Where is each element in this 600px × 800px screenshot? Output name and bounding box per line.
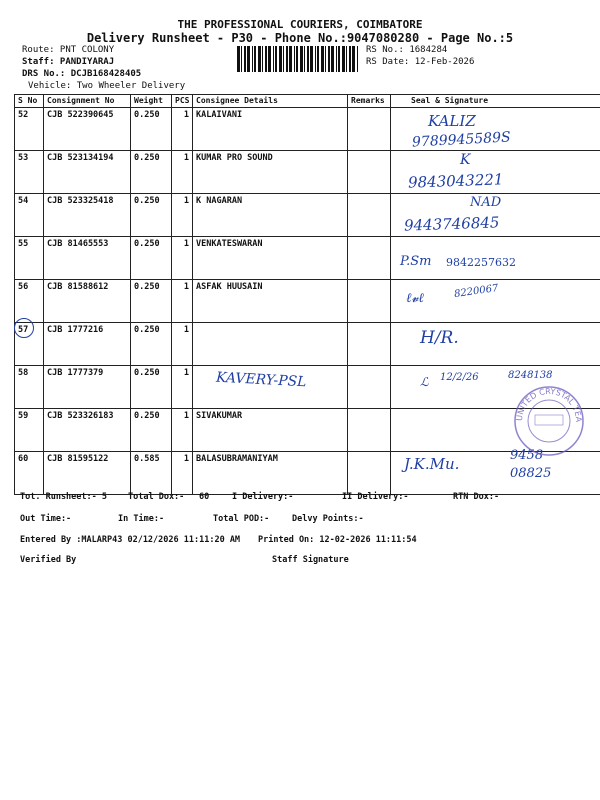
cell-remarks <box>348 366 391 409</box>
phone-row-60-b: 08825 <box>510 466 552 481</box>
barcode-bar <box>338 46 340 72</box>
barcode-bar <box>237 46 240 72</box>
cell-remarks <box>348 108 391 151</box>
signature-row-58: ℒ <box>420 375 429 389</box>
barcode-bar <box>349 46 351 72</box>
row-57-circle-mark <box>14 318 34 338</box>
cell-consignment: CJB 523134194 <box>44 151 131 194</box>
col-pcs: PCS <box>172 95 193 108</box>
cell-sno: 55 <box>15 237 44 280</box>
barcode-bar <box>273 46 274 72</box>
svg-text:UNITED CRYSTAL TEA: UNITED CRYSTAL TEA <box>514 386 584 423</box>
staff-signature: Staff Signature <box>272 555 349 565</box>
signature-row-57: H/R. <box>420 328 459 348</box>
cell-pcs: 1 <box>172 323 193 366</box>
rtn-dox-label: RTN Dox:- <box>453 492 500 502</box>
cell-sno: 60 <box>15 452 44 495</box>
cell-sno: 59 <box>15 409 44 452</box>
staff-label: Staff: PANDIYARAJ <box>22 57 115 67</box>
barcode-bar <box>279 46 282 72</box>
cell-consignment: CJB 523325418 <box>44 194 131 237</box>
phone-row-52: 9789945589S <box>411 129 512 151</box>
phone-row-58: 8248138 <box>508 370 553 381</box>
cell-consignment: CJB 522390645 <box>44 108 131 151</box>
barcode-bar <box>268 46 271 72</box>
barcode-bar <box>304 46 305 72</box>
signature-row-55: P.Sm <box>400 254 432 269</box>
cell-weight: 0.250 <box>131 108 172 151</box>
barcode-bar <box>296 46 298 72</box>
barcode-bar <box>247 46 250 72</box>
signature-row-52: KALIZ <box>428 112 476 130</box>
entered-by: Entered By :MALARP43 02/12/2026 11:11:20 AM <box>20 535 241 545</box>
barcode-bar <box>262 46 263 72</box>
cell-remarks <box>348 280 391 323</box>
cell-weight: 0.250 <box>131 237 172 280</box>
barcode-bar <box>331 46 334 72</box>
cell-pcs: 1 <box>172 151 193 194</box>
signature-row-56: ℓ𝓿ℓ <box>406 291 424 306</box>
phone-row-53: 9843043221 <box>407 170 504 192</box>
table-row <box>15 108 600 151</box>
cell-pcs: 1 <box>172 108 193 151</box>
barcode-bar <box>286 46 288 72</box>
col-seal-signature: Seal & Signature <box>391 95 600 108</box>
cell-consignee: BALASUBRAMANIYAM <box>193 452 348 495</box>
barcode-bar <box>283 46 284 72</box>
cell-consignment: CJB 1777216 <box>44 323 131 366</box>
phone-row-56: 8220067 <box>453 282 500 301</box>
cell-remarks <box>348 323 391 366</box>
barcode-bar <box>307 46 309 72</box>
cell-consignment: CJB 523326183 <box>44 409 131 452</box>
barcode-bar <box>328 46 330 72</box>
cell-consignment: CJB 81465553 <box>44 237 131 280</box>
cell-consignee: KUMAR PRO SOUND <box>193 151 348 194</box>
cell-consignment: CJB 81595122 <box>44 452 131 495</box>
table-row <box>15 194 600 237</box>
cell-sno: 54 <box>15 194 44 237</box>
cell-sno: 58 <box>15 366 44 409</box>
ii-delivery-label: II Delivery:- <box>342 492 409 502</box>
cell-pcs: 1 <box>172 452 193 495</box>
barcode-bar <box>254 46 256 72</box>
cell-weight: 0.250 <box>131 194 172 237</box>
total-runsheet: Tot. Runsheet:- 5 <box>20 492 107 502</box>
barcode-bar <box>241 46 242 72</box>
rs-date: RS Date: 12-Feb-2026 <box>366 57 475 67</box>
vehicle-label: Vehicle: Two Wheeler Delivery <box>28 81 186 91</box>
barcode-bar <box>317 46 319 72</box>
total-dox-label: Total Dox:- <box>128 492 185 502</box>
cell-consignee: ASFAK HUUSAIN <box>193 280 348 323</box>
barcode-bar <box>352 46 355 72</box>
cell-weight: 0.585 <box>131 452 172 495</box>
route-label: Route: PNT COLONY <box>22 45 115 55</box>
signature-row-60: J.K.Mu. <box>404 455 460 473</box>
cell-consignee: KALAIVANI <box>193 108 348 151</box>
cell-remarks <box>348 151 391 194</box>
cell-weight: 0.250 <box>131 366 172 409</box>
barcode-bar <box>336 46 337 72</box>
barcode-bar <box>275 46 277 72</box>
signature-row-53: K <box>460 152 471 168</box>
cell-weight: 0.250 <box>131 280 172 323</box>
cell-weight: 0.250 <box>131 323 172 366</box>
cell-pcs: 1 <box>172 409 193 452</box>
printed-on: Printed On: 12-02-2026 11:11:54 <box>258 535 417 545</box>
cell-sno: 53 <box>15 151 44 194</box>
barcode-bar <box>321 46 324 72</box>
cell-remarks <box>348 194 391 237</box>
cell-pcs: 1 <box>172 237 193 280</box>
barcode-bar <box>244 46 246 72</box>
rs-number: RS No.: 1684284 <box>366 45 448 55</box>
cell-sno: 52 <box>15 108 44 151</box>
cell-consignment: CJB 81588612 <box>44 280 131 323</box>
out-time-label: Out Time:- <box>20 514 72 524</box>
table-row <box>15 280 600 323</box>
barcode-bar <box>289 46 292 72</box>
barcode-bar <box>342 46 345 72</box>
cell-consignee: SIVAKUMAR <box>193 409 348 452</box>
cell-pcs: 1 <box>172 280 193 323</box>
phone-row-60-a: 9458 <box>510 448 544 463</box>
cell-consignee: K NAGARAN <box>193 194 348 237</box>
cell-consignment: CJB 1777379 <box>44 366 131 409</box>
cell-weight: 0.250 <box>131 409 172 452</box>
barcode-bar <box>265 46 267 72</box>
table-row <box>15 323 600 366</box>
col-weight: Weight <box>131 95 172 108</box>
company-seal-stamp <box>513 385 585 457</box>
col-consignment: Consignment No <box>44 95 131 108</box>
cell-consignee <box>193 323 348 366</box>
drs-number: DRS No.: DCJB168428405 <box>22 69 142 79</box>
cell-sno: 56 <box>15 280 44 323</box>
barcode-bar <box>258 46 261 72</box>
signature-row-54: NAD <box>470 195 502 210</box>
col-remarks: Remarks <box>348 95 391 108</box>
table-header-row <box>15 95 600 108</box>
phone-row-55: 9842257632 <box>446 256 516 269</box>
barcode-bar <box>300 46 303 72</box>
barcode-bar <box>310 46 313 72</box>
barcode-bar <box>252 46 253 72</box>
runsheet-title: Delivery Runsheet - P30 - Phone No.:9047080280 - Page No.:5 <box>86 31 514 45</box>
cell-remarks <box>348 409 391 452</box>
date-row-58: 12/2/26 <box>440 372 479 383</box>
barcode-bar <box>346 46 347 72</box>
col-consignee: Consignee Details <box>193 95 348 108</box>
consignee-row-58-handwritten: KAVERY-PSL <box>215 369 307 391</box>
phone-row-54: 9443746845 <box>403 213 500 235</box>
company-title: THE PROFESSIONAL COURIERS, COIMBATORE <box>177 18 423 31</box>
in-time-label: In Time:- <box>118 514 165 524</box>
delivery-points-label: Delvy Points:- <box>292 514 364 524</box>
i-delivery-label: I Delivery:- <box>232 492 294 502</box>
table-row <box>15 151 600 194</box>
barcode-image <box>237 46 361 72</box>
barcode-bar <box>357 46 358 72</box>
barcode-bar <box>294 46 295 72</box>
total-pod-label: Total POD:- <box>213 514 270 524</box>
verified-by: Verified By <box>20 555 77 565</box>
col-sno: S No <box>15 95 44 108</box>
cell-sno: 57 <box>15 323 44 366</box>
cell-weight: 0.250 <box>131 151 172 194</box>
barcode-bar <box>315 46 316 72</box>
cell-remarks <box>348 237 391 280</box>
cell-pcs: 1 <box>172 366 193 409</box>
barcode-bar <box>325 46 326 72</box>
total-dox-value: 60 <box>199 492 210 502</box>
cell-consignee: VENKATESWARAN <box>193 237 348 280</box>
cell-pcs: 1 <box>172 194 193 237</box>
cell-remarks <box>348 452 391 495</box>
